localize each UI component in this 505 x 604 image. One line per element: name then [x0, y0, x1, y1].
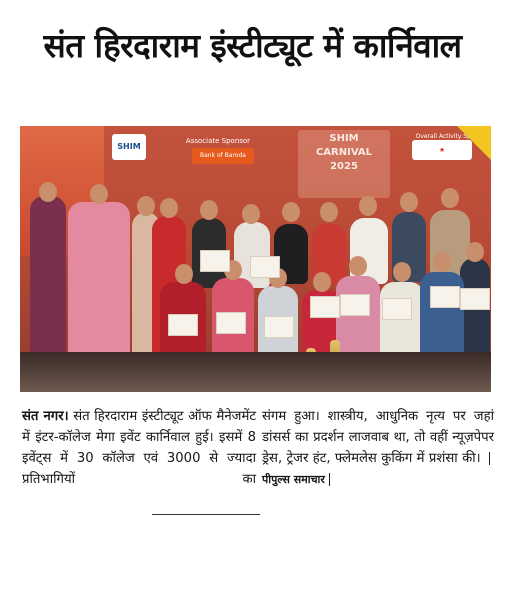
- article-column-1: [22, 406, 256, 490]
- certificate: [168, 314, 198, 336]
- institute-logo: SHIM: [112, 134, 146, 160]
- person-head: [200, 200, 218, 220]
- person-head: [320, 202, 338, 222]
- corner-accent: [457, 126, 491, 160]
- person-head: [359, 196, 377, 216]
- person-head: [393, 262, 411, 282]
- person-head: [137, 196, 155, 216]
- event-title-line2: CARNIVAL: [315, 147, 373, 158]
- stage-floor: [20, 352, 491, 392]
- person-head: [90, 184, 108, 204]
- event-title-line3: 2025: [330, 161, 358, 172]
- certificate: [460, 288, 490, 310]
- person-head: [39, 182, 57, 202]
- person-head: [160, 198, 178, 218]
- certificate: [216, 312, 246, 334]
- column-rule: [152, 514, 260, 515]
- divider: [489, 452, 490, 465]
- certificate: [264, 316, 294, 338]
- person-head: [441, 188, 459, 208]
- person-head: [313, 272, 331, 292]
- sponsor-name: Bank of Baroda: [192, 148, 254, 164]
- person-head: [433, 252, 451, 272]
- person-head: [349, 256, 367, 276]
- event-title-line1: SHIM: [329, 133, 359, 144]
- divider: [329, 473, 330, 486]
- person-head: [400, 192, 418, 212]
- article-dateline: संत नगर।: [22, 409, 69, 424]
- certificate: [430, 286, 460, 308]
- source-credit: पीपुल्स समाचार: [262, 473, 325, 486]
- article-text-col2: संगम हुआ। शास्त्रीय, आधुनिक नृत्य पर जहां डांसर्स का प्रदर्शन लाजवाब था, तो वहीं न्यूज़पेपर ड्रेस, ट्रेजर हंट, फ्लेमलेस कुकिंग में प्रशंसा की।: [262, 409, 494, 466]
- article-column-2: [262, 406, 494, 490]
- partner-logo: ★: [412, 140, 472, 160]
- article-text-col1: संत हिरदाराम इंस्टीट्यूट ऑफ मैनेजमेंट में इंटर-कॉलेज मेगा इवेंट कार्निवाल हुई। इसमें 8 इवेंट्स में 30 कॉलेज एवं 3000 से ज्यादा प्रतिभागियों का: [22, 409, 256, 487]
- certificate: [382, 298, 412, 320]
- headline: संत हिरदाराम इंस्टीट्यूट में कार्निवाल: [43, 26, 462, 65]
- sponsor-label: Associate Sponsor: [185, 137, 251, 145]
- event-photo: [20, 126, 491, 392]
- certificate: [200, 250, 230, 272]
- certificate: [340, 294, 370, 316]
- partner-label: Overall Activity Spon: [415, 133, 479, 140]
- person-head: [242, 204, 260, 224]
- person-head: [175, 264, 193, 284]
- event-title-banner: [298, 130, 390, 198]
- person-head: [466, 242, 484, 262]
- certificate: [310, 296, 340, 318]
- person-head: [282, 202, 300, 222]
- certificate: [250, 256, 280, 278]
